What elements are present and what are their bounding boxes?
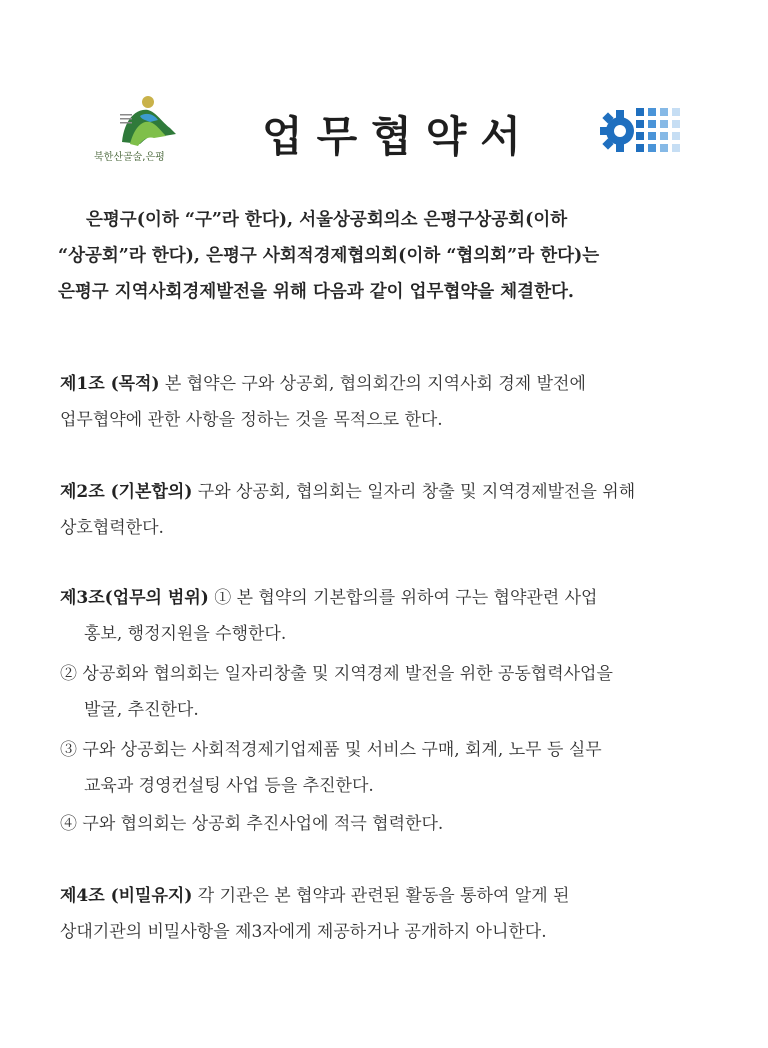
intro-line-3: 은평구 지역사회경제발전을 위해 다음과 같이 업무협약을 체결한다. (58, 282, 574, 302)
scope-item-text-cont: 교육과 경영컨설팅 사업 등을 추진한다. (84, 776, 374, 796)
scope-item-text: ③ 구와 상공회는 사회적경제기업제품 및 서비스 구매, 회계, 노무 등 실무 (60, 740, 602, 760)
scope-item-text: ④ 구와 협의회는 상공회 추진사업에 적극 협력한다. (60, 814, 444, 834)
intro-paragraph (58, 202, 718, 310)
article-text: 본 협약은 구와 상공회, 협의회간의 지역사회 경제 발전에 (159, 374, 586, 394)
article-heading: 제4조 (비밀유지) (60, 886, 193, 906)
intro-line-1: 은평구(이하 “구”라 한다), 서울상공회의소 은평구상공회(이하 (86, 210, 568, 230)
district-logo (84, 92, 194, 172)
article-4 (60, 878, 708, 950)
article-text: 구와 상공회, 협의회는 일자리 창출 및 지역경제발전을 위해 (192, 482, 636, 502)
article-text-cont: 업무협약에 관한 사항을 정하는 것을 목적으로 한다. (60, 410, 443, 430)
document-title: 업무협약서 (262, 112, 535, 161)
article-3 (60, 580, 708, 652)
scope-item-text: ② 상공회와 협의회는 일자리창출 및 지역경제 발전을 위한 공동협력사업을 (60, 664, 613, 684)
scope-item-4 (60, 806, 708, 842)
article-text-cont: 상대기관의 비밀사항을 제3자에게 제공하거나 공개하지 아니한다. (60, 922, 547, 942)
article-heading: 제2조 (기본합의) (60, 482, 193, 502)
article-heading: 제1조 (목적) (60, 374, 160, 394)
scope-item-3 (60, 732, 708, 804)
eunpyeong-district-logo-icon (84, 92, 194, 152)
district-logo-caption: 북한산골술,은평 (94, 152, 165, 163)
gear-emblem-icon (598, 102, 688, 160)
article-text-cont: 홍보, 행정지원을 수행한다. (84, 624, 287, 644)
scope-item-2 (60, 656, 708, 728)
intro-line-2: “상공회”라 한다), 은평구 사회적경제협의회(이하 “협의회”라 한다)는 (58, 246, 600, 266)
article-text: ① 본 협약의 기본합의를 위하여 구는 협약관련 사업 (208, 588, 598, 608)
article-heading: 제3조(업무의 범위) (60, 588, 209, 608)
article-2 (60, 474, 708, 546)
article-text-cont: 상호협력한다. (60, 518, 164, 538)
chamber-logo (598, 102, 688, 160)
article-1 (60, 366, 708, 438)
scope-item-text-cont: 발굴, 추진한다. (84, 700, 199, 720)
article-text: 각 기관은 본 협약과 관련된 활동을 통하여 알게 된 (192, 886, 570, 906)
